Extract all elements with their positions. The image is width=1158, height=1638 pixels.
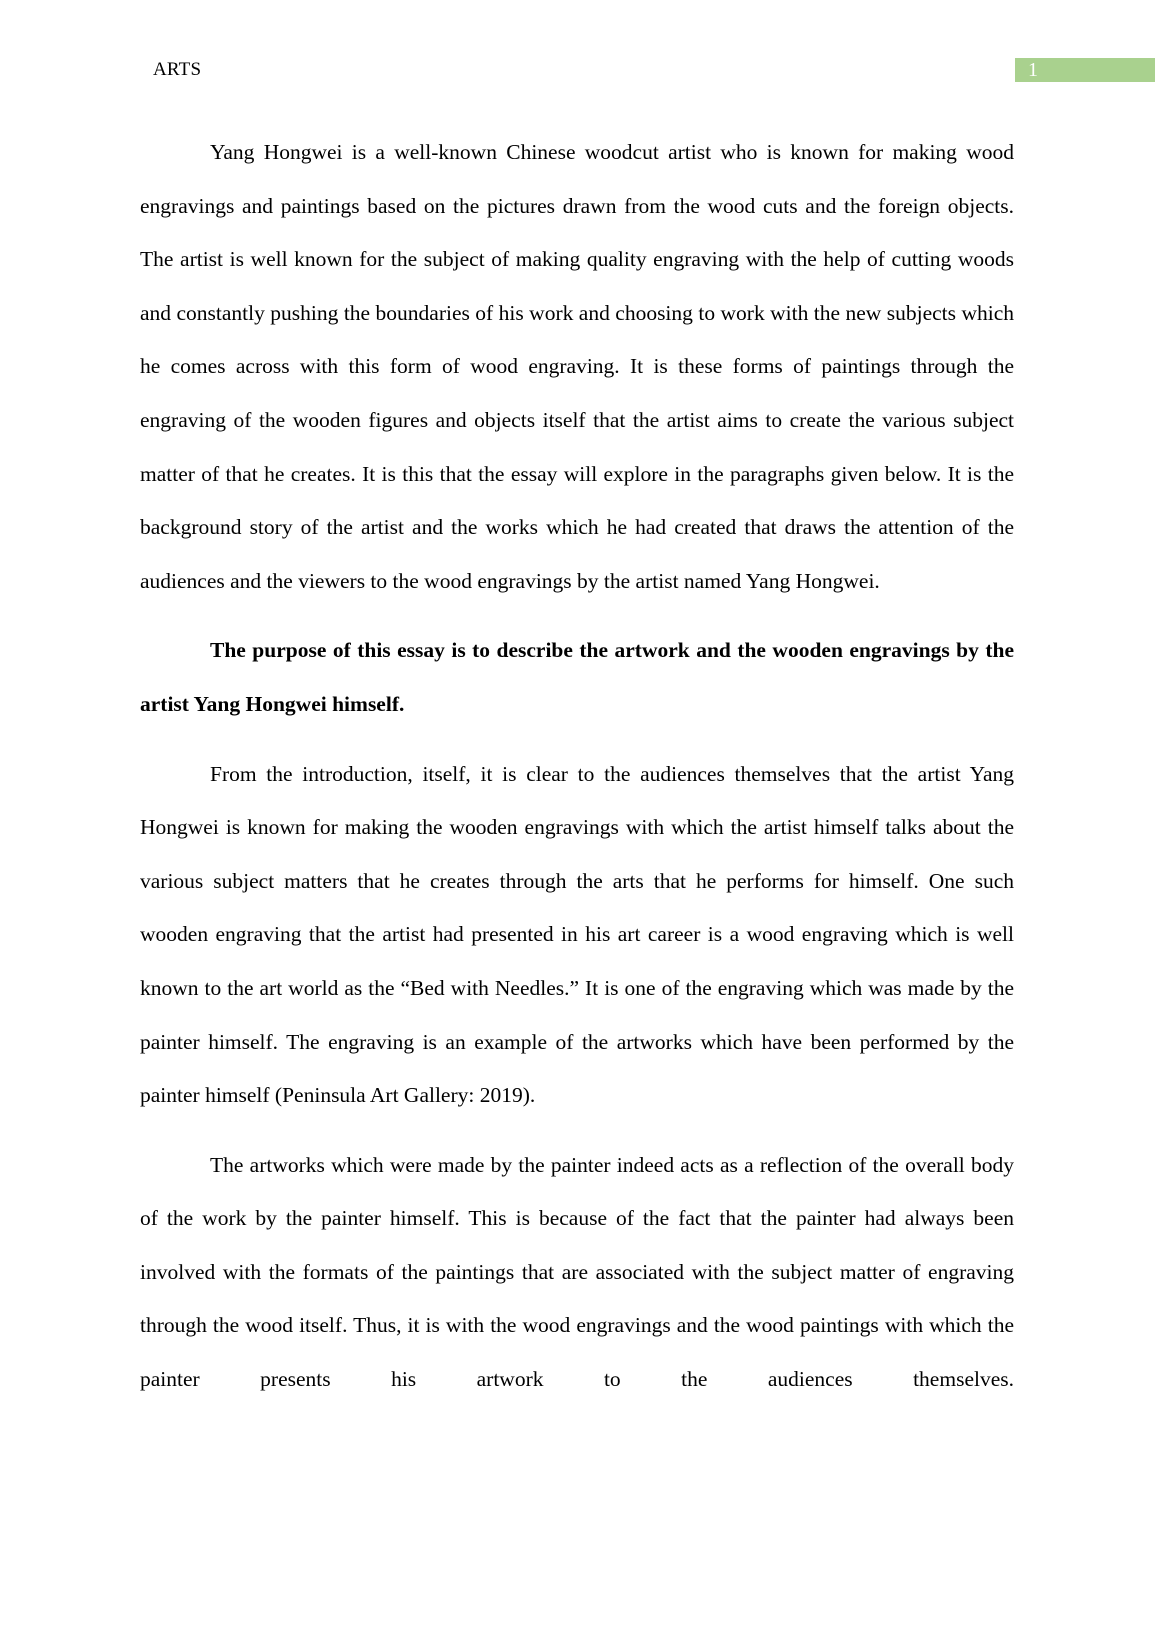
running-head: ARTS	[153, 59, 202, 80]
document-body	[140, 126, 1014, 1407]
thesis-statement: The purpose of this essay is to describe the artwork and the wooden engravings by the artist Yang Hongwei himself.	[140, 638, 1014, 716]
paragraph-introduction: Yang Hongwei is a well-known Chinese woodcut artist who is known for making wood engravings and paintings based on the pictures drawn from the wood cuts and the foreign objects. The artist is well known for the subject of making quality engraving with the help of cutting woods and constantly pushing the boundaries of his work and choosing to work with the new subjects which he comes across with this form of wood engraving. It is these forms of paintings through the engraving of the wooden figures and objects itself that the artist aims to create the various subject matter of that he creates. It is this that the essay will explore in the paragraphs given below. It is the background story of the artist and the works which he had created that draws the attention of the audiences and the viewers to the wood engravings by the artist named Yang Hongwei.	[140, 140, 1014, 593]
page-number: 1	[1015, 58, 1155, 82]
paragraph-bed-with-needles: From the introduction, itself, it is clear to the audiences themselves that the artist Yang Hongwei is known for making the wooden engravings with which the artist himself talks about the various subject matters that he creates through the arts that he performs for himself. One such wooden engraving that the artist had presented in his art career is a wood engraving which is well known to the art world as the “Bed with Needles.” It is one of the engraving which was made by the painter himself. The engraving is an example of the artworks which have been performed by the painter himself (Peninsula Art Gallery: 2019).	[140, 761, 1014, 1108]
paragraph-body-of-work: The artworks which were made by the painter indeed acts as a reflection of the overall body of the work by the painter himself. This is because of the fact that the painter had always been involved with the formats of the paintings that are associated with the subject matter of engraving through the wood itself. Thus, it is with the wood engravings and the wood paintings with which the painter presents his artwork to the audiences themselves.	[140, 1152, 1014, 1392]
